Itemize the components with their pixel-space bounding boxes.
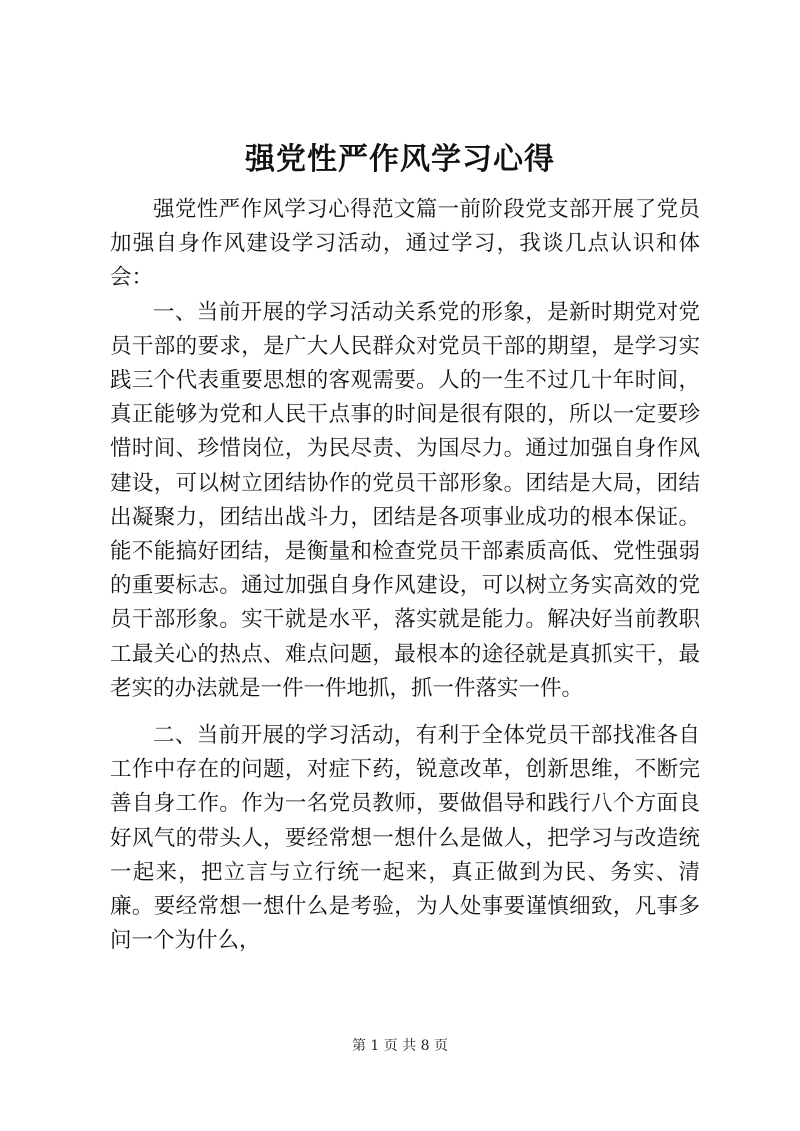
page-number-footer: 第 1 页 共 8 页: [351, 1038, 449, 1054]
document-body: [110, 193, 700, 958]
paragraph-point-one: 一、当前开展的学习活动关系党的形象，是新时期党对党员干部的要求，是广大人民群众对党员干部的期望，是学习实践三个代表重要思想的客观需要。人的一生不过几十年时间，真正能够为党和人民干点事的时间是很有限的，所以一定要珍惜时间、珍惜岗位，为民尽责、为国尽力。通过加强自身作风建设，可以树立团结协作的党员干部形象。团结是大局，团结出凝聚力，团结出战斗力，团结是各项事业成功的根本保证。能不能搞好团结，是衡量和检查党员干部素质高低、党性强弱的重要标志。通过加强自身作风建设，可以树立务实高效的党员干部形象。实干就是水平，落实就是能力。解决好当前教职工最关心的热点、难点问题，最根本的途径就是真抓实干，最老实的办法就是一件一件地抓，抓一件落实一件。: [110, 299, 700, 701]
document-title: 强党性严作风学习心得: [245, 142, 555, 177]
paragraph-point-two: 二、当前开展的学习活动，有利于全体党员干部找准各自工作中存在的问题，对症下药，锐意改革，创新思维，不断完善自身工作。作为一名党员教师，要做倡导和践行八个方面良好风气的带头人，要经常想一想什么是做人，把学习与改造统一起来，把立言与立行统一起来，真正做到为民、务实、清廉。要经常想一想什么是考验，为人处事要谨慎细致，凡事多问一个为什么，: [110, 723, 700, 954]
paragraph-intro: 强党性严作风学习心得范文篇一前阶段党支部开展了党员加强自身作风建设学习活动，通过学习，我谈几点认识和体会：: [110, 197, 700, 291]
